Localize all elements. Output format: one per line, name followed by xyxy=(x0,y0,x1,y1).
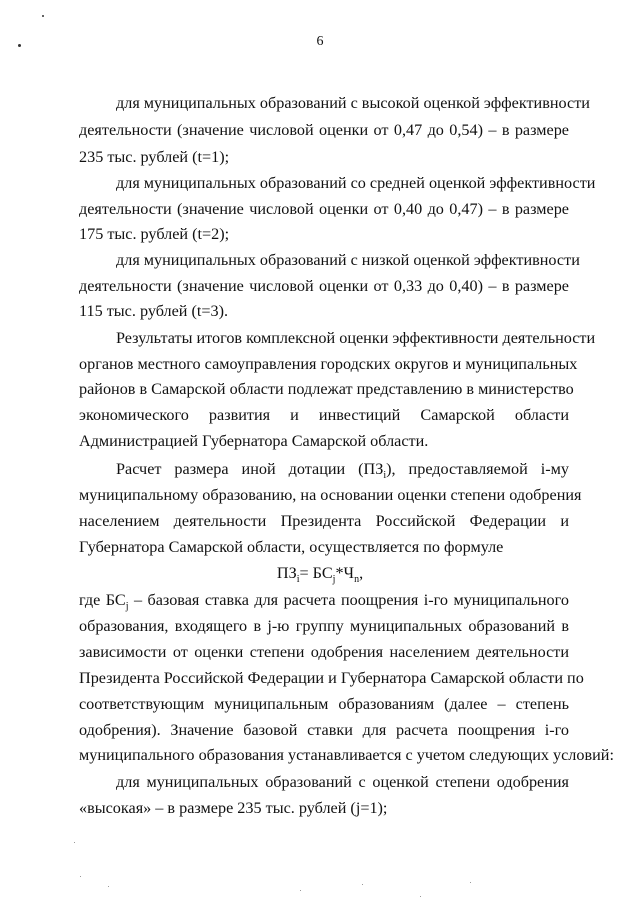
text-line: районов в Самарской области подлежат представлению в министерство xyxy=(79,380,574,398)
text-line: Администрацией Губернатора Самарской области. xyxy=(79,432,429,450)
formula-part: , xyxy=(359,564,364,582)
scan-speck xyxy=(362,884,363,885)
text-line: 235 тыс. рублей (t=1); xyxy=(79,148,230,166)
text-line-with-subscript xyxy=(79,588,569,612)
text-line: для муниципальных образований с низкой оценкой эффективности xyxy=(116,251,580,269)
text-line: муниципальному образованию, на основании оценки степени одобрения xyxy=(79,486,582,504)
text-line: для муниципальных образований с оценкой степени одобрения xyxy=(116,773,569,791)
text-line: соответствующим муниципальным образованиям (далее – степень xyxy=(79,695,569,713)
page-number: 6 xyxy=(316,34,324,49)
text-fragment: где БС xyxy=(79,591,126,609)
scan-dot xyxy=(42,15,44,17)
scan-speck xyxy=(80,876,81,877)
text-line: для муниципальных образований с высокой оценкой эффективности xyxy=(116,94,590,112)
subscript-i: i xyxy=(296,574,300,586)
formula-part: ПЗ xyxy=(276,564,297,582)
subscript-i: i xyxy=(383,470,387,482)
text-line: органов местного самоуправления городских округов и муниципальных xyxy=(79,355,578,373)
text-line: Результаты итогов комплексной оценки эффективности деятельности xyxy=(116,329,596,347)
formula-part: = БС xyxy=(299,564,333,582)
text-line: образования, входящего в j-ю группу муниципальных образований в xyxy=(79,617,569,635)
subscript-j: j xyxy=(332,574,336,586)
text-line: «высокая» – в размере 235 тыс. рублей (j=1); xyxy=(79,799,388,817)
scan-speck xyxy=(470,882,471,883)
subscript-n: n xyxy=(354,574,360,586)
text-line: муниципального образования устанавливается с учетом следующих условий: xyxy=(79,746,614,764)
text-line: 175 тыс. рублей (t=2); xyxy=(79,225,230,243)
scan-speck xyxy=(108,886,109,887)
text-line: одобрения). Значение базовой ставки для расчета поощрения i-го xyxy=(79,721,569,739)
text-line: экономического развития и инвестиций Самарской области xyxy=(79,406,569,424)
text-fragment: – базовая ставка для расчета поощрения i-го муниципального xyxy=(128,591,569,609)
scan-speck xyxy=(420,896,421,897)
text-line: 115 тыс. рублей (t=3). xyxy=(79,302,229,320)
scan-speck xyxy=(74,842,75,843)
text-line: Президента Российской Федерации и Губернатора Самарской области по xyxy=(79,669,584,687)
subscript-j: j xyxy=(125,601,129,613)
text-line: зависимости от оценки степени одобрения населением деятельности xyxy=(79,643,569,661)
formula-part: *Ч xyxy=(335,564,355,582)
text-line: для муниципальных образований со средней оценкой эффективности xyxy=(116,174,596,192)
text-line: деятельности (значение числовой оценки от 0,47 до 0,54) – в размере xyxy=(79,121,569,139)
text-line: деятельности (значение числовой оценки от 0,33 до 0,40) – в размере xyxy=(79,277,569,295)
text-line-with-subscript xyxy=(116,457,569,481)
text-line: деятельности (значение числовой оценки от 0,40 до 0,47) – в размере xyxy=(79,200,569,218)
text-line: Губернатора Самарской области, осуществляется по формуле xyxy=(79,538,504,556)
text-fragment: Расчет размера иной дотации (ПЗ xyxy=(116,460,384,478)
text-fragment: ), предоставляемой i-му xyxy=(386,460,570,478)
text-line: населением деятельности Президента Российской Федерации и xyxy=(79,512,569,530)
formula xyxy=(0,561,640,585)
scan-speck xyxy=(300,890,301,891)
